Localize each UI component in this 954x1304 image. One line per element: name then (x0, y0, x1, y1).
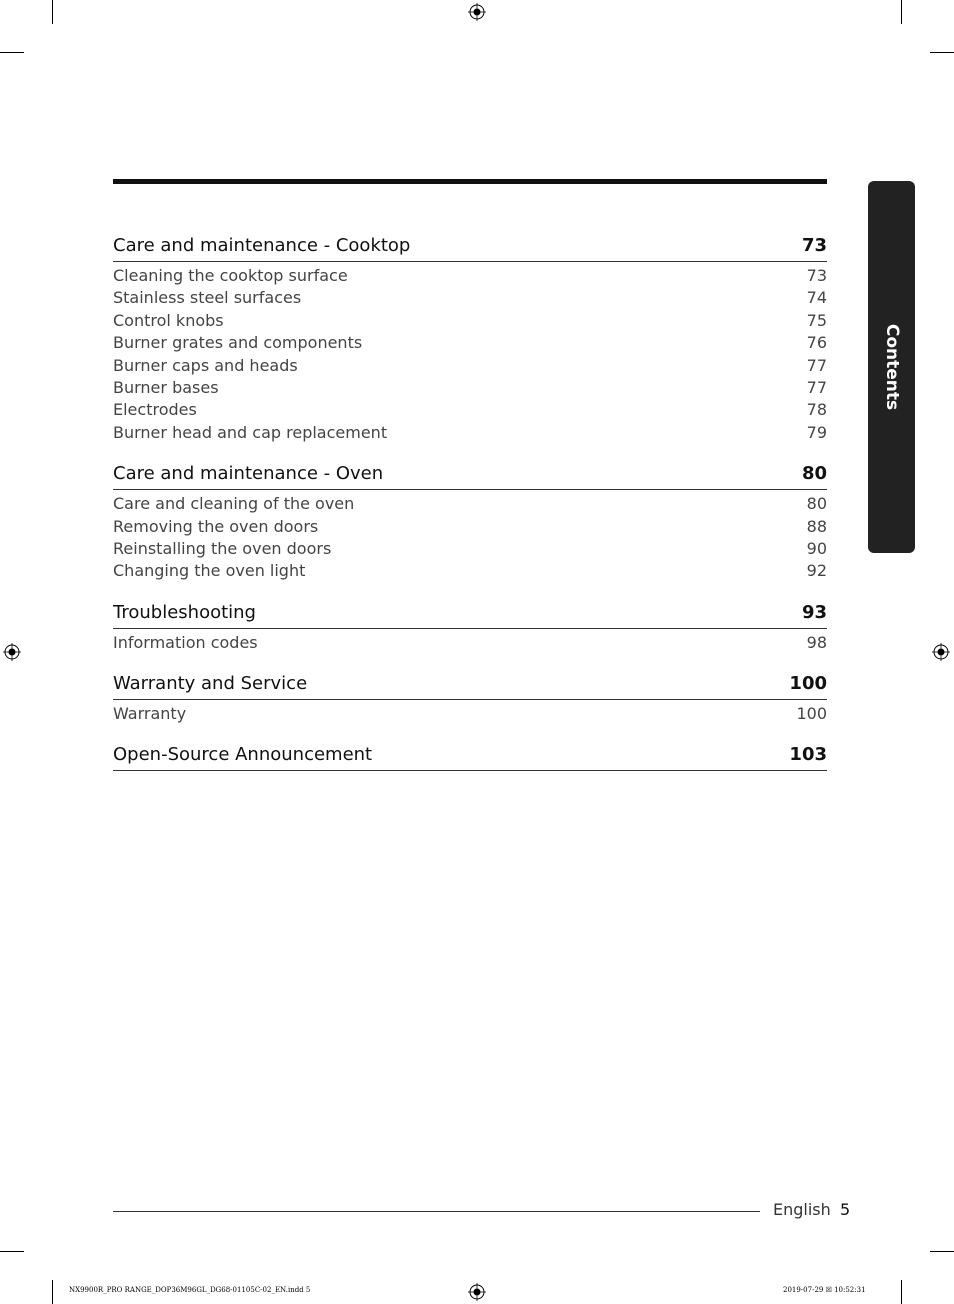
toc-item[interactable] (113, 703, 827, 725)
item-page: 76 (806, 333, 827, 353)
item-page: 77 (806, 355, 827, 375)
top-rule (113, 179, 827, 184)
item-label: Cleaning the cooktop surface (113, 266, 348, 285)
item-label: Burner head and cap replacement (113, 422, 388, 442)
crop-mark (0, 1251, 24, 1252)
item-label: Warranty (113, 704, 187, 724)
item-page: 88 (806, 516, 827, 536)
item-page: 90 (806, 538, 827, 558)
crop-mark (52, 1280, 53, 1304)
toc-item[interactable] (113, 399, 827, 421)
section-page: 103 (789, 744, 827, 766)
registration-mark-icon (932, 643, 950, 661)
section-title: Warranty and Service (113, 673, 308, 695)
section-page: 80 (801, 463, 827, 485)
toc-item[interactable] (113, 310, 827, 332)
toc-item[interactable] (113, 538, 827, 560)
item-page: 92 (806, 561, 827, 581)
toc-item[interactable] (113, 493, 827, 515)
toc-item[interactable] (113, 265, 827, 287)
footer-rule (113, 1211, 760, 1212)
toc-section (113, 232, 827, 444)
toc-item[interactable] (113, 560, 827, 582)
item-label: Burner bases (113, 377, 219, 397)
item-label: Burner grates and components (113, 333, 363, 353)
contents-side-tab[interactable] (868, 181, 915, 553)
footer-page-number: 5 (840, 1200, 851, 1219)
section-title: Troubleshooting (113, 601, 256, 623)
footer-language: English (773, 1200, 831, 1219)
toc-item[interactable] (113, 632, 827, 654)
item-label: Changing the oven light (113, 561, 306, 581)
crop-mark (52, 0, 53, 24)
toc-section (113, 599, 827, 654)
toc-section-heading[interactable] (113, 599, 827, 629)
item-page: 100 (796, 704, 827, 724)
crop-mark (901, 0, 902, 24)
toc-section-heading[interactable] (113, 460, 827, 490)
item-page: 73 (806, 266, 827, 285)
item-label: Electrodes (113, 400, 197, 420)
registration-mark-icon (468, 1283, 486, 1301)
crop-mark (930, 1251, 954, 1252)
item-label: Information codes (113, 632, 258, 652)
toc-section-heading[interactable] (113, 232, 827, 262)
toc-item[interactable] (113, 422, 827, 444)
toc-item[interactable] (113, 287, 827, 309)
item-page: 75 (806, 310, 827, 330)
section-title: Care and maintenance - Oven (113, 463, 384, 485)
toc-item[interactable] (113, 377, 827, 399)
registration-mark-icon (468, 3, 486, 21)
table-of-contents (113, 232, 827, 787)
print-slug-file: NX9900R_PRO RANGE_DOP36M96GL_DG68-01105C-02_EN.indd 5 (69, 1286, 311, 1294)
toc-section-heading[interactable] (113, 741, 827, 771)
item-page: 77 (806, 377, 827, 397)
item-label: Removing the oven doors (113, 516, 319, 536)
section-page: 93 (801, 601, 827, 623)
registration-mark-icon (3, 643, 21, 661)
item-label: Control knobs (113, 310, 224, 330)
toc-section (113, 741, 827, 771)
item-page: 78 (806, 400, 827, 420)
item-page: 74 (806, 288, 827, 308)
side-tab-label: Contents (881, 323, 902, 411)
toc-section (113, 670, 827, 725)
item-page: 98 (806, 632, 827, 652)
section-title: Open-Source Announcement (113, 744, 373, 766)
item-label: Burner caps and heads (113, 355, 298, 375)
item-label: Care and cleaning of the oven (113, 494, 355, 514)
section-page: 100 (789, 673, 827, 695)
toc-item[interactable] (113, 516, 827, 538)
toc-section-heading[interactable] (113, 670, 827, 700)
item-page: 80 (806, 494, 827, 514)
item-page: 79 (806, 422, 827, 442)
section-title: Care and maintenance - Cooktop (113, 235, 411, 256)
toc-item[interactable] (113, 332, 827, 354)
toc-section (113, 460, 827, 583)
item-label: Stainless steel surfaces (113, 288, 302, 308)
crop-mark (930, 52, 954, 53)
print-slug-date: 2019-07-29 ☒ 10:52:31 (783, 1286, 866, 1294)
toc-item[interactable] (113, 355, 827, 377)
item-label: Reinstalling the oven doors (113, 538, 332, 558)
section-page: 73 (801, 235, 827, 256)
crop-mark (0, 52, 24, 53)
crop-mark (901, 1280, 902, 1304)
